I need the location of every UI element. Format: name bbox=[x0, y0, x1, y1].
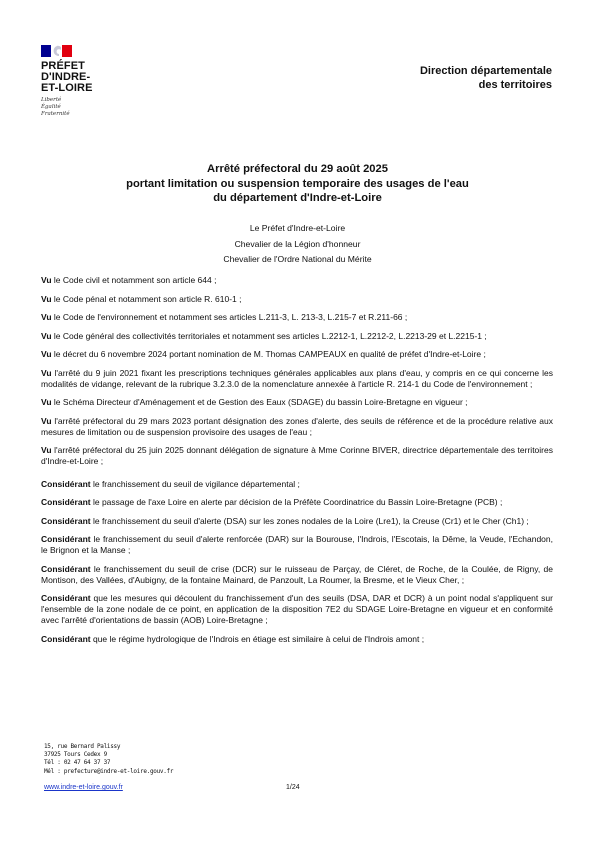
vu-item: Vu le Code pénal et notamment son article R. 610-1 ; bbox=[41, 293, 242, 304]
considerant-item: Considérant que le régime hydrologique de l'Indrois en étiage est similaire à celui de l'Indrois amont ; bbox=[41, 633, 425, 644]
decree-title: Arrêté préfectoral du 29 août 2025 portant limitation ou suspension temporaire des usages de l'eau du département d'Indre-et-Loire bbox=[126, 163, 469, 204]
vu-item: Vu le Code de l'environnement et notamment ses articles L.211-3, L. 213-3, L.215-7 et R.211-66 ; bbox=[41, 312, 408, 322]
vu-item: Vu l'arrêté préfectoral du 25 juin 2025 donnant délégation de signature à Mme Corinne BIVER, directrice départementale des territoires d'Indre-et-Loire ; bbox=[41, 445, 553, 466]
considerant-item: Considérant le franchissement du seuil de crise (DCR) sur le ruisseau de Parçay, de Cléret, de Roche, de la Coulée, de Rigny, de Montison, des Vallées, d'Aubigny, de la fontaine Mainard, de Panzoult, La Roumer, la Bresme, et le Vieux Cher, ; bbox=[41, 563, 553, 585]
page-number: 1/24 bbox=[286, 784, 300, 791]
website-link[interactable]: www.indre-et-loire.gouv.fr bbox=[44, 784, 123, 791]
considerant-item: Considérant le franchissement du seuil d'alerte renforcée (DAR) sur la Bourouse, l'Indrois, l'Escotais, la Dême, la Veude, l'Echandon, le Brignon et la Manse ; bbox=[41, 534, 553, 555]
vu-item: Vu l'arrêté du 9 juin 2021 fixant les prescriptions techniques générales applicables aux plans d'eau, y compris en ce qui concerne les modalités de vidange, relevant de la rubrique 3.2.3.0 de la nomenclature annexée à l'article R. 214-1 du Code de l'environnement ; bbox=[41, 367, 553, 389]
considerant-item: Considérant que les mesures qui découlent du franchissement d'un des seuils (DSA, DAR et DCR) à un point nodal s'appliquent sur l'ensemble de la zone nodale de ce point, en application de la disposition 7E2 du SDAGE Loire-Bretagne en vigueur et en conformité avec l'arrêté d'orientations de bassin (AOB) Loire-Bretagne ; bbox=[41, 593, 553, 625]
vu-item: Vu le Code général des collectivités territoriales et notamment ses articles L.2212-1, L.2212-2, L.2213-29 et L.2215-1 ; bbox=[41, 330, 487, 341]
considerant-item: Considérant le passage de l'axe Loire en alerte par décision de la Préfète Coordinatrice du Bassin Loire-Bretagne (PCB) ; bbox=[41, 497, 503, 507]
republic-motto: Liberté Égalité Fraternité bbox=[41, 97, 70, 117]
vu-item: Vu l'arrêté préfectoral du 29 mars 2023 portant désignation des zones d'alerte, des seuils de référence et de la procédure relative aux mesures de limitation ou de suspension provisoire des usages de l'eau ; bbox=[41, 415, 553, 437]
vu-item: Vu le décret du 6 novembre 2024 portant nomination de M. Thomas CAMPEAUX en qualité de préfet d'Indre-et-Loire ; bbox=[41, 349, 486, 359]
prefect-titles: Le Préfet d'Indre-et-Loire Chevalier de la Légion d'honneur Chevalier de l'Ordre National du Mérite bbox=[223, 223, 372, 264]
vu-item: Vu le Code civil et notamment son article 644 ; bbox=[41, 275, 217, 285]
considerant-item: Considérant le franchissement du seuil de vigilance départemental ; bbox=[41, 478, 300, 489]
vu-item: Vu le Schéma Directeur d'Aménagement et de Gestion des Eaux (SDAGE) du bassin Loire-Bretagne en vigueur ; bbox=[41, 397, 468, 407]
issuing-directorate: Direction départementale des territoires bbox=[419, 65, 552, 91]
marianne-icon bbox=[50, 45, 63, 57]
footer-address: 15, rue Bernard Palissy 37925 Tours Cedex 9 Tél : 02 47 64 37 37 Mél : prefecture@indre-et-loire.gouv.fr bbox=[44, 743, 174, 775]
decree-body bbox=[41, 275, 553, 652]
logo-name: PRÉFET D'INDRE- ET-LOIRE bbox=[41, 60, 93, 94]
prefecture-logo bbox=[41, 45, 161, 118]
considerant-item: Considérant le franchissement du seuil d'alerte (DSA) sur les zones nodales de la Loire (Lre1), la Creuse (Cr1) et le Cher (Ch1) ; bbox=[41, 515, 529, 526]
